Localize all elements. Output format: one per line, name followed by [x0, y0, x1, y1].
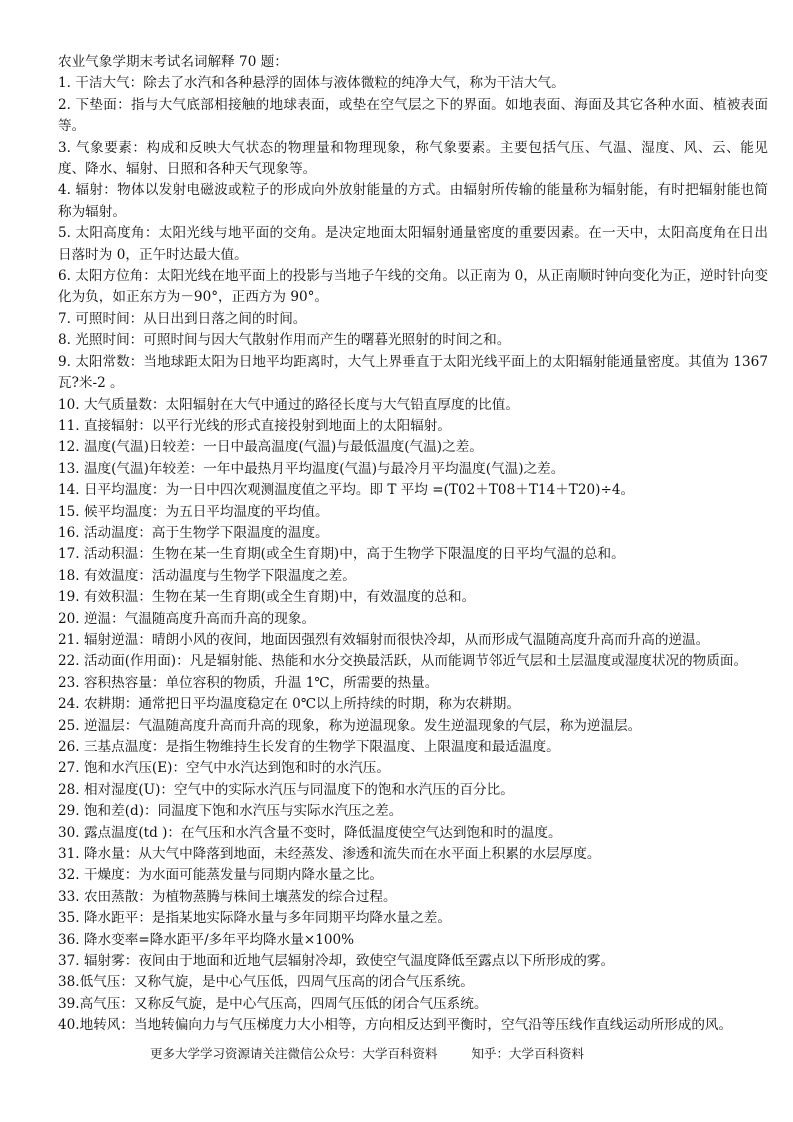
term-definition: 20. 逆温：气温随高度升高而升高的现象。 — [58, 610, 316, 627]
term-definition: 18. 有效温度：活动温度与生物学下限温度之差。 — [58, 567, 356, 584]
term-definition: 40.地转风：当地转偏向力与气压梯度力大小相等，方向相反达到平衡时，空气沿等压线作直线运动所形成的风。 — [58, 1017, 733, 1034]
term-definition: 38.低气压：又称气旋，是中心气压低，四周气压高的闭合气压系统。 — [58, 974, 474, 991]
term-definition: 7. 可照时间：从日出到日落之间的时间。 — [58, 310, 307, 327]
term-definition: 10. 大气质量数：太阳辐射在大气中通过的路径长度与大气铅直厚度的比值。 — [58, 396, 519, 413]
footer — [150, 1044, 618, 1062]
term-definition: 9. 太阳常数：当地球距太阳为日地平均距离时，大气上界垂直于太阳光线平面上的太阳辐射能通量密度。其值为 1367 瓦?米-2 。 — [58, 353, 768, 392]
document-title: 农业气象学期末考试名词解释 70 题： — [58, 54, 288, 70]
term-definition: 36. 降水变率=降水距平/多年平均降水量×100% — [58, 931, 355, 948]
term-definition: 27. 饱和水汽压(E)：空气中水汽达到饱和时的水汽压。 — [58, 760, 390, 777]
term-definition: 12. 温度(气温)日较差：一日中最高温度(气温)与最低温度(气温)之差。 — [58, 439, 483, 456]
term-definition: 5. 太阳高度角：太阳光线与地平面的交角。是决定地面太阳辐射通量密度的重要因素。在一天中，太阳高度角在日出日落时为 0，正午时达最大值。 — [58, 225, 768, 263]
term-definition: 8. 光照时间：可照时间与因大气散射作用而产生的曙暮光照射的时间之和。 — [58, 332, 511, 349]
term-list — [58, 73, 768, 1036]
term-definition: 26. 三基点温度：是指生物维持生长发育的生物学下限温度、上限温度和最适温度。 — [58, 739, 560, 755]
term-definition: 13. 温度(气温)年较差：一年中最热月平均温度(气温)与最冷月平均温度(气温)之差。 — [58, 460, 565, 477]
term-definition: 35. 降水距平：是指某地实际降水量与多年同期平均降水量之差。 — [58, 910, 451, 927]
footer-zhihu: 知乎：大学百科资料 — [471, 1046, 585, 1061]
term-definition: 4. 辐射：物体以发射电磁波或粒子的形成向外放射能量的方式。由辐射所传输的能量称为辐射能，有时把辐射能也简称为辐射。 — [58, 182, 768, 220]
term-definition: 29. 饱和差(d)：同温度下饱和水汽压与实际水汽压之差。 — [58, 803, 403, 820]
term-definition: 28. 相对湿度(U)：空气中的实际水汽压与同温度下的饱和水汽压的百分比。 — [58, 781, 514, 798]
term-definition: 22. 活动面(作用面)：凡是辐射能、热能和水分交换最活跃，从而能调节邻近气层和土层温度或湿度状况的物质面。 — [58, 653, 748, 670]
term-definition: 3. 气象要素：构成和反映大气状态的物理量和物理现象，称气象要素。主要包括气压、气温、湿度、风、云、能见度、降水、辐射、日照和各种天气现象等。 — [58, 139, 768, 178]
term-definition: 14. 日平均温度：为一日中四次观测温度值之平均。即 T 平均 =(T02＋T08＋T14＋T20)÷4。 — [58, 482, 635, 499]
term-definition: 6. 太阳方位角：太阳光线在地平面上的投影与当地子午线的交角。以正南为 0，从正南顺时钟向变化为正，逆时针向变化为负，如正东方为－90°，正西方为 90°。 — [58, 268, 768, 306]
document-body — [58, 52, 768, 1037]
term-definition: 1. 干洁大气：除去了水汽和各种悬浮的固体与液体微粒的纯净大气，称为干洁大气。 — [58, 75, 565, 92]
term-definition: 15. 候平均温度：为五日平均温度的平均值。 — [58, 503, 329, 520]
term-definition: 21. 辐射逆温：晴朗小风的夜间，地面因强烈有效辐射而很快冷却，从而形成气温随高度升高而升高的逆温。 — [58, 631, 710, 648]
term-definition: 31. 降水量：从大气中降落到地面，未经蒸发、渗透和流失而在水平面上积累的水层厚度。 — [58, 846, 601, 863]
term-definition: 30. 露点温度(td )：在气压和水汽含量不变时，降低温度使空气达到饱和时的温度。 — [58, 824, 562, 841]
term-definition: 2. 下垫面：指与大气底部相接触的地球表面，或垫在空气层之下的界面。如地表面、海面及其它各种水面、植被表面等。 — [58, 96, 768, 135]
term-definition: 17. 活动积温：生物在某一生育期(或全生育期)中，高于生物学下限温度的日平均气温的总和。 — [58, 546, 625, 563]
term-definition: 39.高气压：又称反气旋，是中心气压高，四周气压低的闭合气压系统。 — [58, 995, 488, 1012]
term-definition: 11. 直接辐射：以平行光线的形式直接投射到地面上的太阳辐射。 — [58, 417, 451, 434]
term-definition: 25. 逆温层：气温随高度升高而升高的现象，称为逆温现象。发生逆温现象的气层，称为逆温层。 — [58, 717, 642, 734]
term-definition: 19. 有效积温：生物在某一生育期(或全生育期)中，有效温度的总和。 — [58, 589, 476, 606]
term-definition: 33. 农田蒸散：为植物蒸腾与株间土壤蒸发的综合过程。 — [58, 888, 397, 905]
term-definition: 32. 干燥度：为水面可能蒸发量与同期内降水量之比。 — [58, 867, 384, 884]
term-definition: 16. 活动温度：高于生物学下限温度的温度。 — [58, 524, 329, 541]
term-definition: 24. 农耕期：通常把日平均温度稳定在 0℃以上所持续的时期，称为农耕期。 — [58, 696, 520, 713]
term-definition: 37. 辐射雾：夜间由于地面和近地气层辐射冷却，致使空气温度降低至露点以下所形成的雾。 — [58, 953, 615, 970]
term-definition: 23. 容积热容量：单位容积的物质，升温 1℃，所需要的热量。 — [58, 674, 439, 691]
footer-wechat: 更多大学学习资源请关注微信公众号：大学百科资料 — [150, 1046, 438, 1061]
